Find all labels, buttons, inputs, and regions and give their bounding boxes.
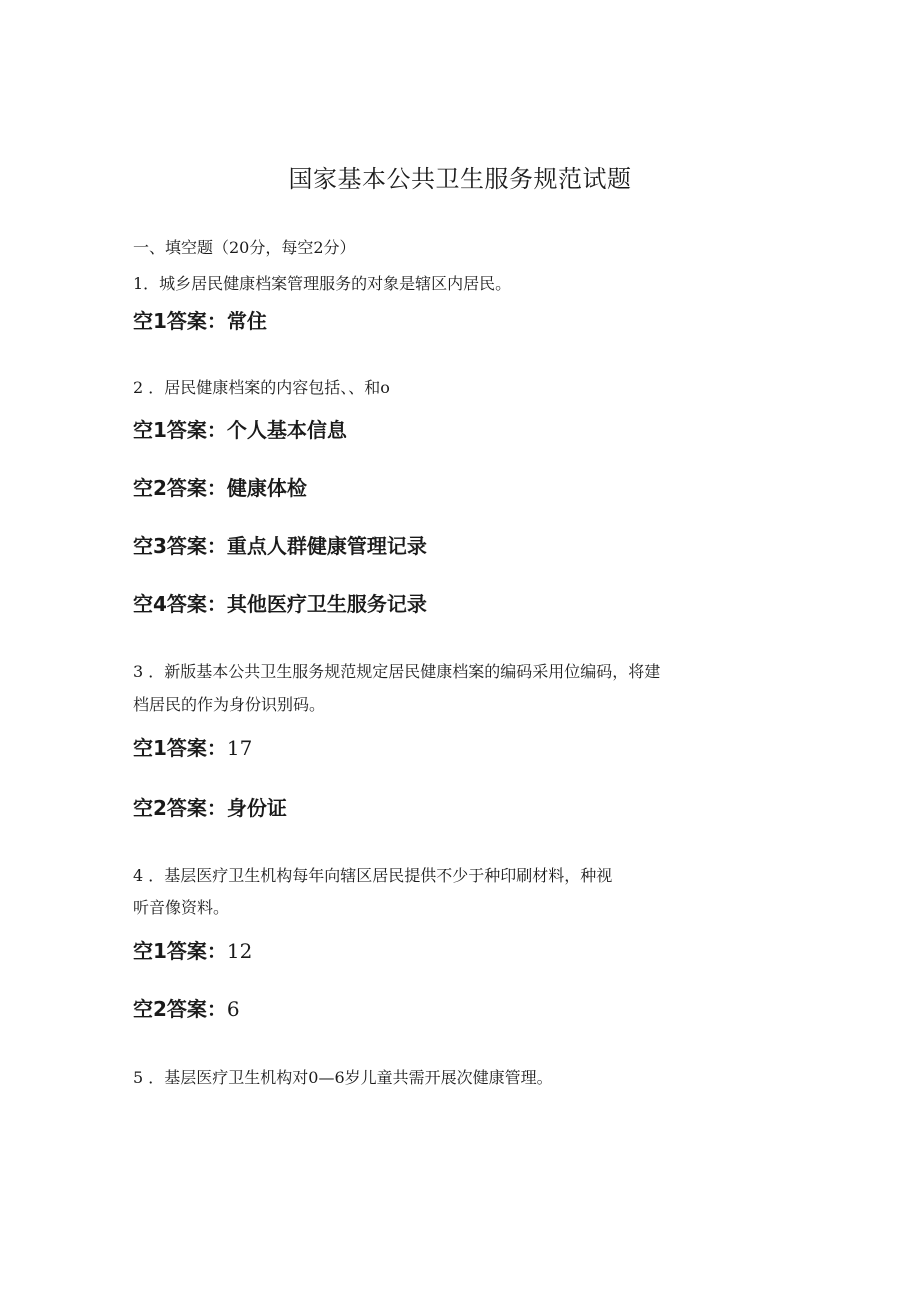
question-4-line-1: 4 ．基层医疗卫生机构每年向辖区居民提供不少于种印刷材料，种视 [133, 866, 613, 885]
answer-2-2 [133, 474, 307, 502]
answer-label: 空3答案： [133, 534, 227, 558]
answer-value: 常住 [226, 309, 267, 333]
question-4-line-2: 听音像资料。 [133, 898, 230, 917]
answer-value: 17 [226, 736, 253, 760]
answer-label: 空4答案： [133, 592, 227, 616]
document-title: 国家基本公共卫生服务规范试题 [288, 165, 632, 193]
section-heading: 一、填空题（20分，每空2分） [133, 238, 356, 257]
answer-value: 健康体检 [226, 476, 307, 500]
answer-value: 其他医疗卫生服务记录 [226, 592, 427, 616]
answer-value: 12 [226, 939, 253, 963]
answer-label: 空2答案： [133, 997, 227, 1021]
answer-label: 空1答案： [133, 418, 227, 442]
answer-label: 空1答案： [133, 939, 227, 963]
question-5: 5 ．基层医疗卫生机构对0—6岁儿童共需开展次健康管理。 [133, 1068, 553, 1087]
answer-4-1 [133, 937, 252, 965]
answer-4-2 [133, 995, 240, 1023]
question-3-line-2: 档居民的作为身份识别码。 [133, 695, 326, 714]
answer-label: 空2答案： [133, 476, 227, 500]
answer-label: 空1答案： [133, 736, 227, 760]
answer-2-1 [133, 416, 347, 444]
question-2: 2 ．居民健康档案的内容包括、、和o [133, 378, 390, 397]
answer-2-4 [133, 590, 427, 618]
answer-label: 空1答案： [133, 309, 227, 333]
answer-2-3 [133, 532, 427, 560]
answer-value: 个人基本信息 [226, 418, 347, 442]
answer-3-2 [133, 794, 287, 822]
question-1: 1．城乡居民健康档案管理服务的对象是辖区内居民。 [133, 274, 512, 293]
answer-value: 重点人群健康管理记录 [226, 534, 427, 558]
question-3-line-1: 3 ．新版基本公共卫生服务规范规定居民健康档案的编码采用位编码，将建 [133, 662, 661, 681]
answer-3-1 [133, 734, 252, 762]
answer-value: 身份证 [226, 796, 287, 820]
answer-label: 空2答案： [133, 796, 227, 820]
answer-value: 6 [226, 997, 240, 1021]
answer-1-1 [133, 307, 267, 335]
